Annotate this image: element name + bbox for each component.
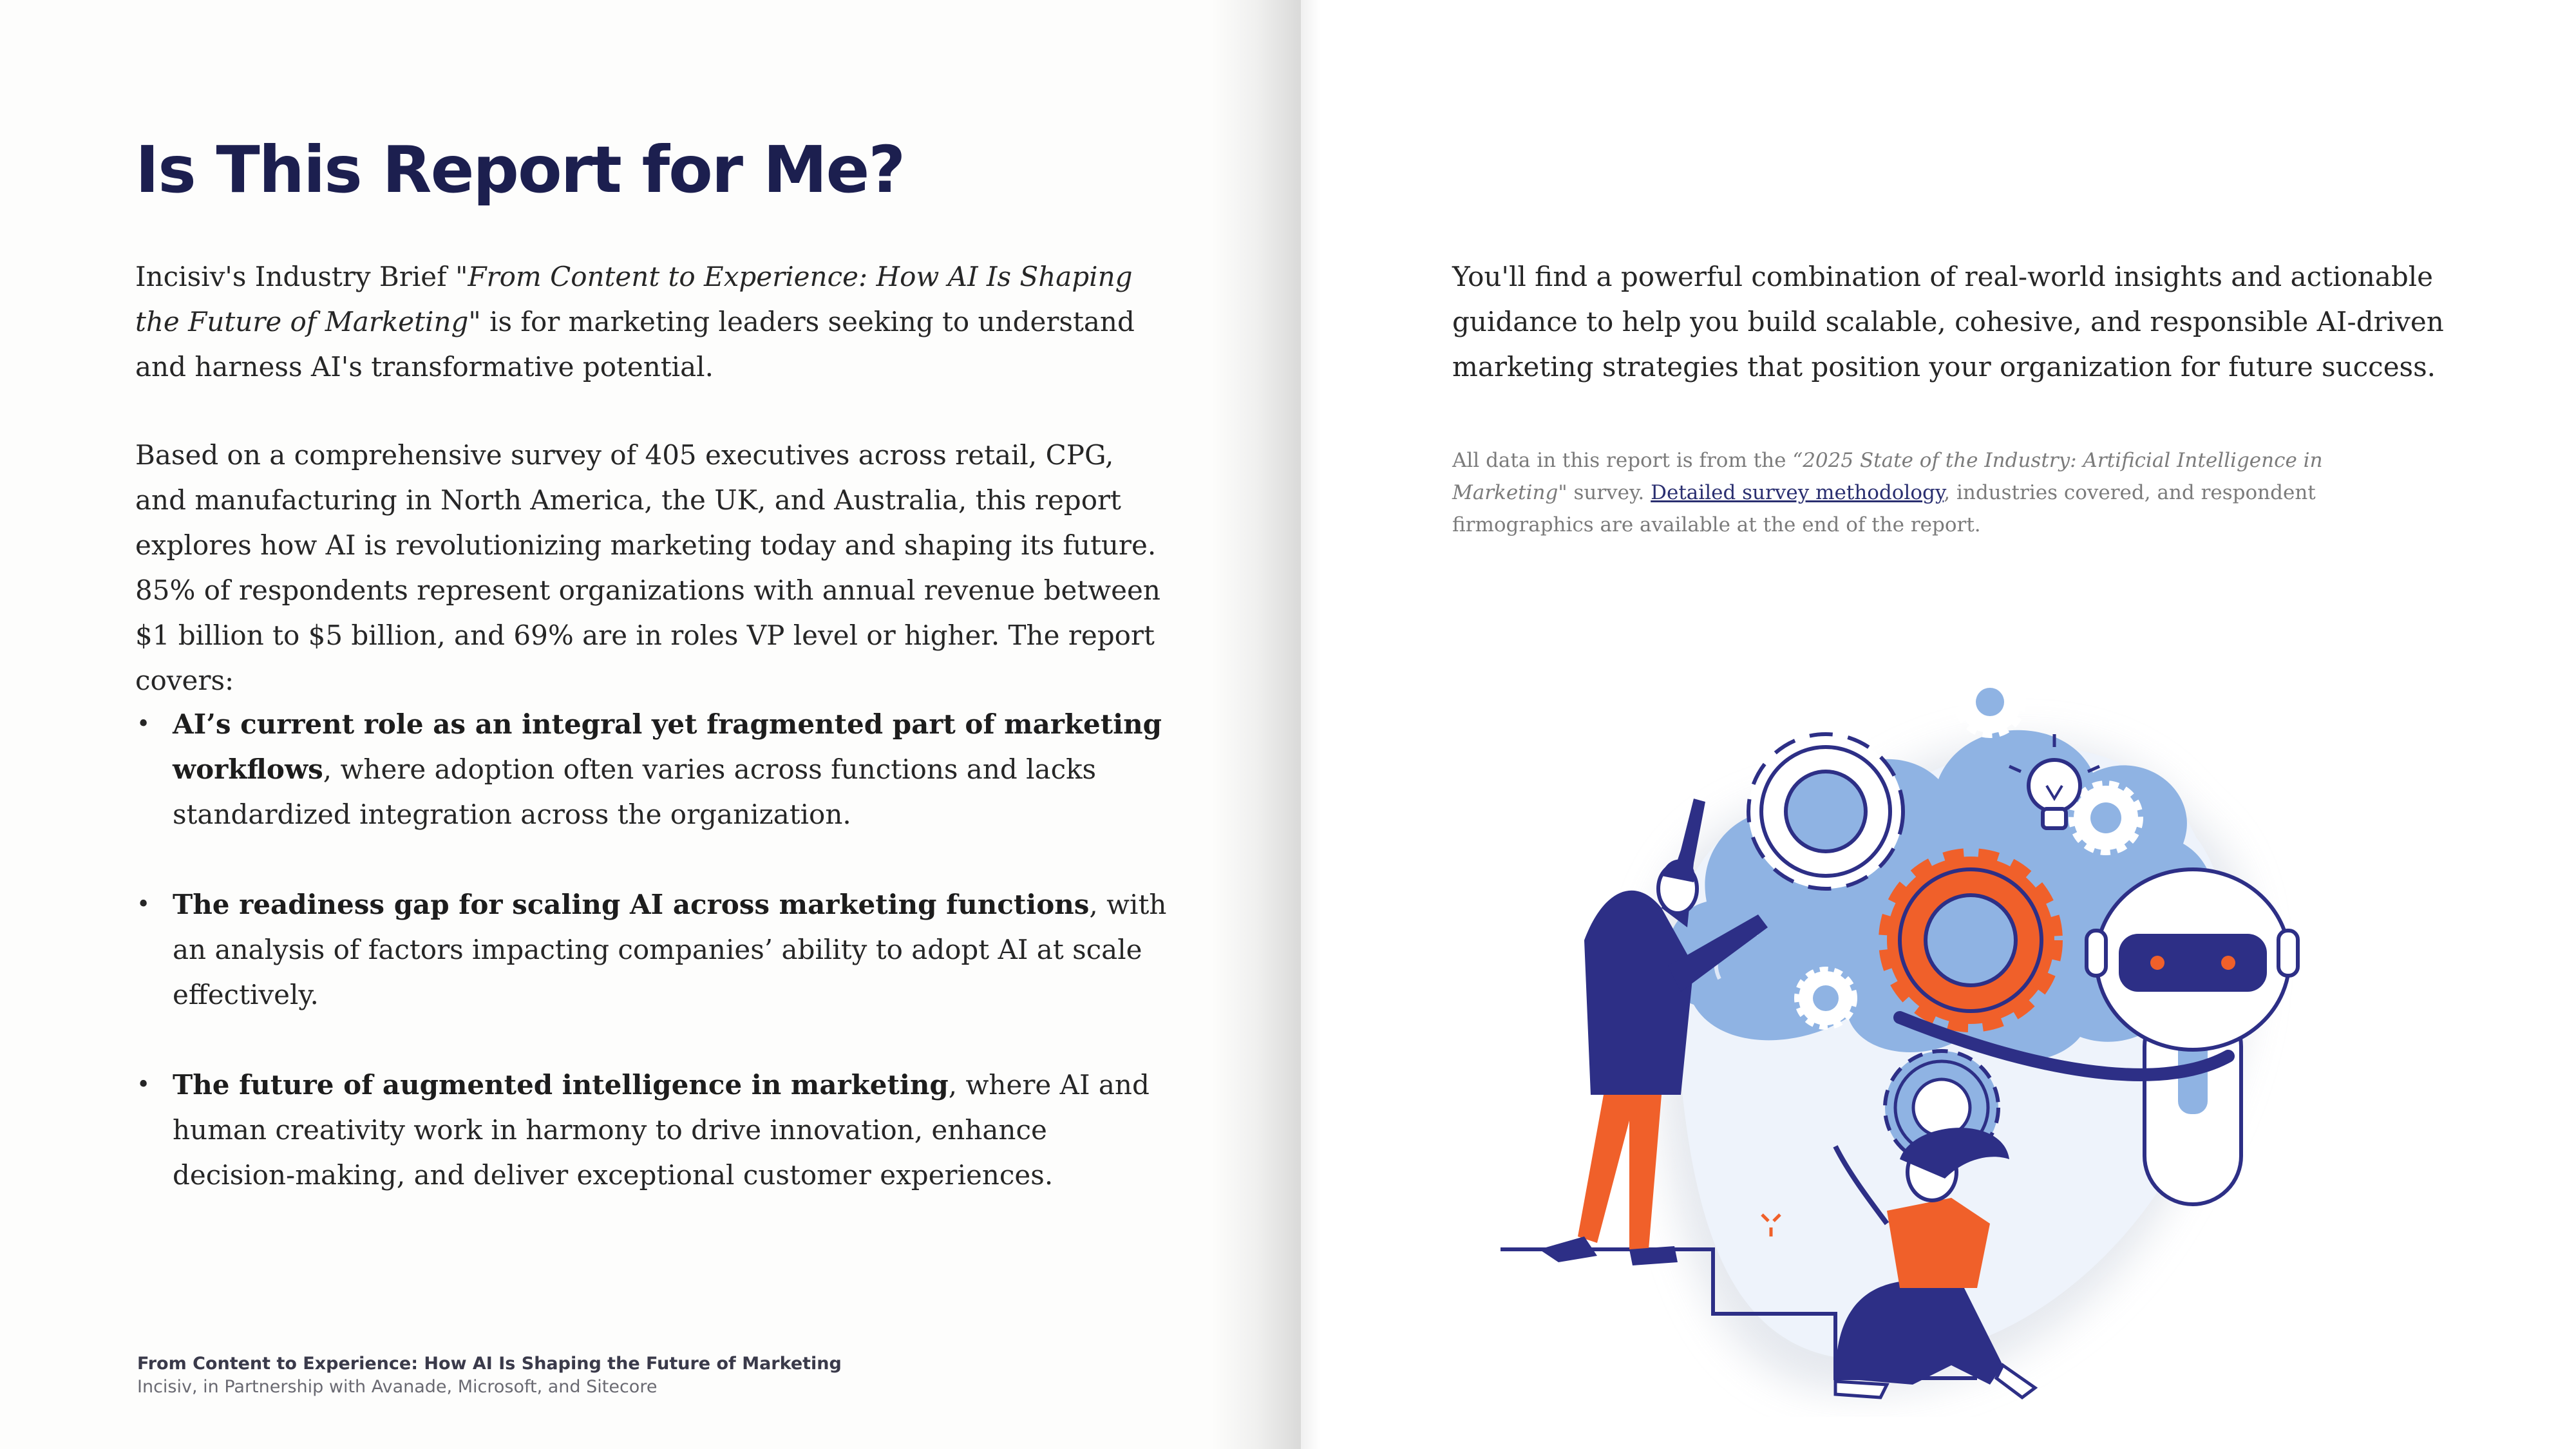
page-spine-shadow-right	[1301, 0, 1320, 1449]
coverage-list	[135, 702, 1172, 1243]
page-footer	[137, 1352, 842, 1399]
bullet-icon: •	[137, 711, 151, 737]
bullet-bold: The readiness gap for scaling AI across marketing functions	[173, 889, 1090, 920]
intro-paragraph	[135, 254, 1166, 390]
bullet-text: , where adoption often varies across functions and lacks standardized integration across the organization.	[173, 753, 1097, 830]
bullet-bold: AI’s current role as an integral yet fragmented part of marketing workflows	[173, 708, 1162, 785]
white-gear-left-icon	[1799, 971, 1853, 1025]
note-suffix: , industries covered, and respondent firmographics are available at the end of the report.	[1452, 481, 2316, 536]
survey-title-italic: “2025 State of the Industry: Artificial Intelligence in Marketing"	[1452, 449, 2323, 504]
bullet-text: , where AI and human creativity work in harmony to drive innovation, enhance decision-making, and deliver exceptional customer experiences.	[173, 1069, 1150, 1191]
value-paragraph: You'll find a powerful combination of real-world insights and actionable guidance to help you build scalable, cohesive, and responsible AI-driven marketing strategies that position your organization for future success.	[1452, 261, 2444, 383]
note-middle: survey.	[1567, 481, 1651, 504]
bullet-bold: The future of augmented intelligence in marketing	[173, 1069, 949, 1101]
bullet-text: , with an analysis of factors impacting companies’ ability to adopt AI at scale effectively.	[173, 889, 1167, 1010]
white-gear-large-icon	[1748, 734, 1903, 889]
note-prefix: All data in this report is from the	[1452, 449, 1793, 472]
ai-collaboration-illustration	[1501, 605, 2415, 1417]
list-item	[135, 882, 1172, 1018]
orange-gear-icon	[1887, 857, 2054, 1024]
intro-prefix: Incisiv's Industry Brief	[135, 261, 456, 292]
page-spine-shadow	[1211, 0, 1301, 1449]
methodology-link[interactable]: Detailed survey methodology	[1651, 481, 1944, 504]
bullet-icon: •	[137, 891, 151, 918]
bullet-icon: •	[137, 1072, 151, 1098]
white-gear-right-icon	[2074, 786, 2138, 850]
list-item	[135, 1063, 1172, 1198]
page-title: Is This Report for Me?	[135, 132, 905, 207]
report-title-italic: "From Content to Experience: How AI Is Shaping the Future of Marketing"	[135, 261, 1133, 337]
footer-title: From Content to Experience: How AI Is Shaping the Future of Marketing	[137, 1354, 842, 1374]
white-gear-small-icon	[1959, 671, 2021, 733]
survey-paragraph: Based on a comprehensive survey of 405 executives across retail, CPG, and manufacturing in North America, the UK, and Australia, this report explores how AI is revolutionizing marketing today and shaping its future. 85% of respondents represent organizations with annual revenue between $1 billion to $5 billion, and 69% are in roles VP level or higher. The report covers:	[135, 439, 1160, 696]
intro-suffix: is for marketing leaders seeking to understand and harness AI's transformative potential.	[135, 306, 1135, 383]
data-source-note	[1452, 444, 2328, 541]
footer-subtitle: Incisiv, in Partnership with Avanade, Microsoft, and Sitecore	[137, 1377, 658, 1397]
list-item	[135, 702, 1172, 837]
